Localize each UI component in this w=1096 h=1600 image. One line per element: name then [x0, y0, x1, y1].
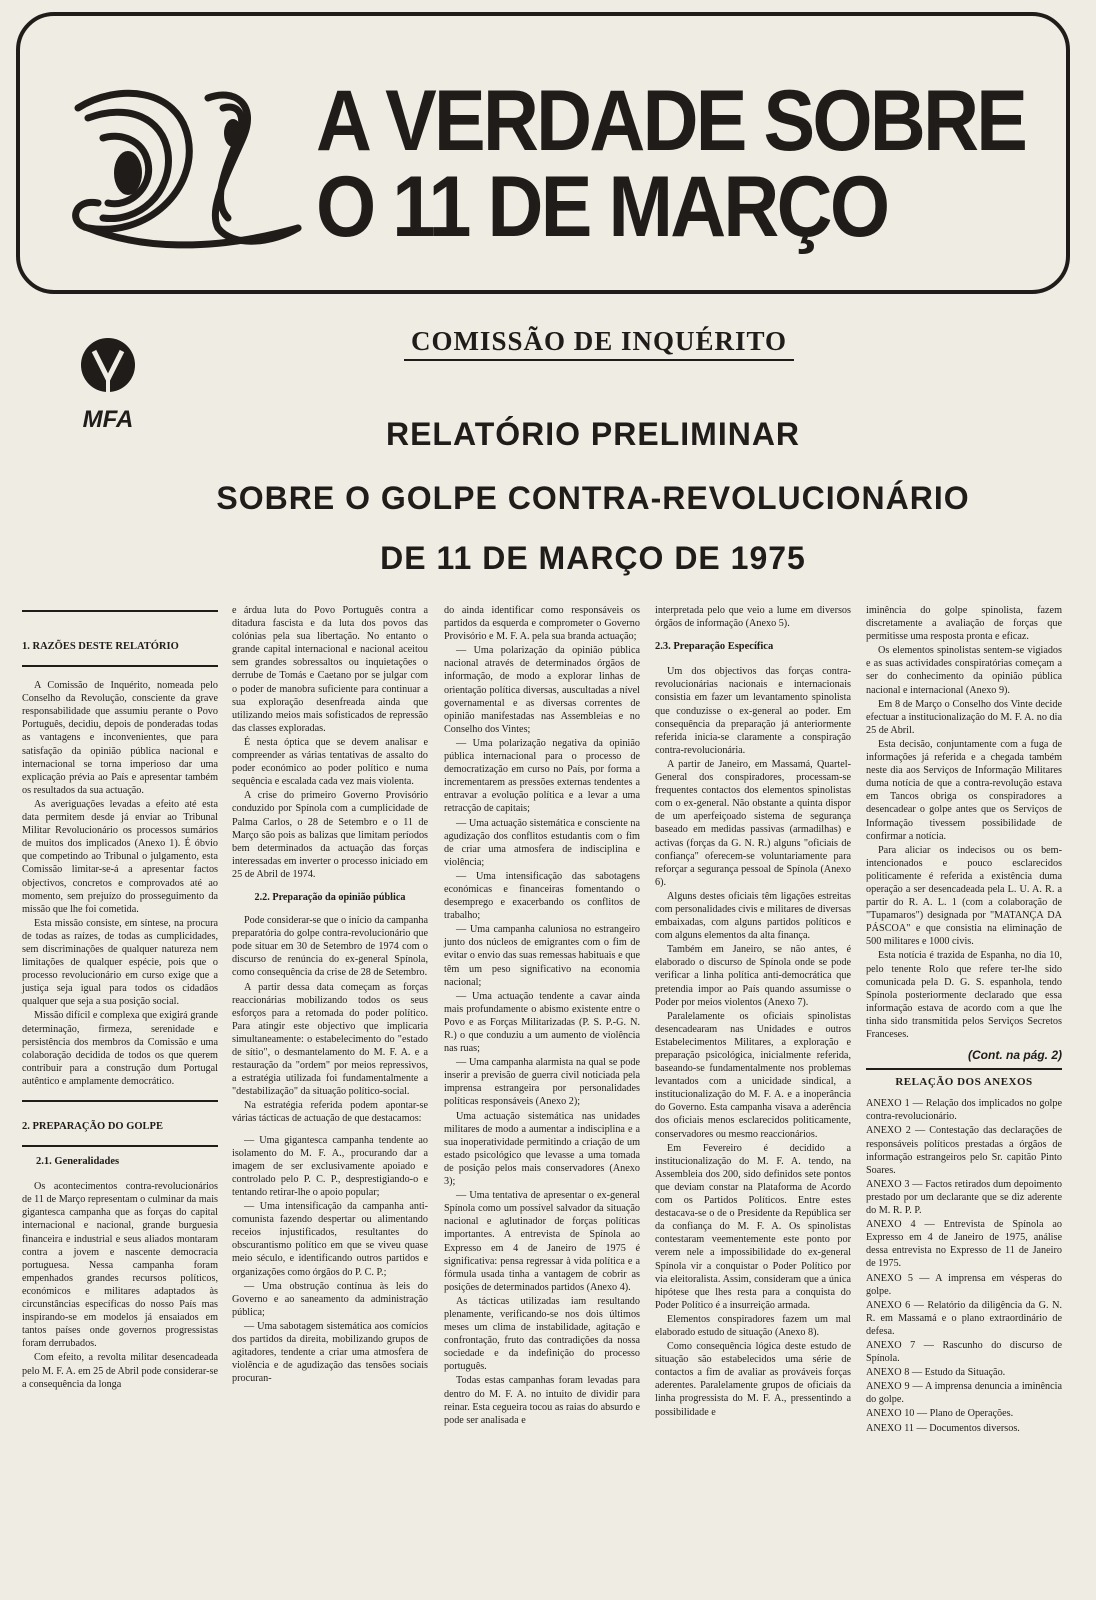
article-column-4 — [655, 604, 851, 1420]
paragraph: — Uma tentativa de apresentar o ex-general Spínola como um possível salvador da situação nacional e aglutinador de forças políticas importantes. A entrevista de Spínola ao Expresso em 4 de Janeiro de 1975 é significativa: pensa regressar à vida política e a fórmula usada tinha a vantagem de cobrir as posições de determinados partidos (Anexo 4). — [444, 1190, 640, 1293]
paragraph: — Uma polarização da opinião pública nacional através de determinados órgãos de informação, de modo a explorar linhas de orientação política diversas, auscultadas a nível governamental e as diversas correntes de opinião manifestadas nas Assembleias e no Conselho dos Vintes; — [444, 645, 640, 735]
paragraph: A crise do primeiro Governo Provisório conduzido por Spínola com a cumplicidade de Palma Carlos, o 28 de Setembro e o 11 de Março são pois as balizas que limitam períodos bem determinados da actuação das forças interessadas em inverter o processo iniciado em 25 de Abril de 1974. — [232, 790, 428, 880]
paragraph: Para aliciar os indecisos ou os bem-intencionados e pouco esclarecidos politicamente é referida a existência duma operação a ser desencadeada pela L. U. A. R. a partir do R. A. L. 1 (com a colaboração de "Tupamaros") designada por "MATANÇA DA PÁSCOA" e que consistia na eliminação de 500 militares e 1000 civis. — [866, 844, 1062, 948]
paragraph: — Uma obstrução contínua às leis do Governo e ao saneamento da administração pública; — [232, 1280, 428, 1318]
paragraph: — Uma campanha alarmista na qual se pode inserir a previsão de guerra civil noticiada pela imprensa estrangeira por personalidades políticas responsáveis (Anexo 2); — [444, 1057, 640, 1108]
paragraph: — Uma intensificação da campanha anti-comunista fazendo despertar ou alimentando receios injustificados, resultantes do obscurantismo político em que se viveu quase meio século, e identificando outros partidos e organizações como órgãos do P. C. P.; — [232, 1201, 428, 1278]
paragraph: — Uma actuação tendente a cavar ainda mais profundamente o abismo existente entre o Povo e as Forças Militarizadas (P. S. P.-G. N. R.) o que conduziu a um aumento de violência nas ruas; — [444, 990, 640, 1055]
annex-item: ANEXO 3 — Factos retirados dum depoimento prestado por um declarante que se diz aderente do M. R. P. P. — [866, 1178, 1062, 1217]
paragraph: Uma actuação sistemática nas unidades militares de modo a aumentar a indisciplina e a sua inoperatividade permitindo a criação de um estado psicológico que levasse a uma tomada de posição pelos mais conservadores (Anexo 3); — [444, 1110, 640, 1188]
paragraph: Como consequência lógica deste estudo de situação são estabelecidos uma série de contactos a fim de avaliar as prováveis forças aderentes. Paralelamente grupos de oficiais da linha progressista do M. F. A., pressentindo a possibilidade e — [655, 1341, 851, 1418]
paragraph: Os acontecimentos contra-revolucionários de 11 de Março representam o culminar da mais gigantesca campanha que as forças do capital internacional e nacional, grande burguesia financeira e industrial e seus aliados montaram contra a jovem e nascente democracia portuguesa. Nessa campanha foram empenhados grandes recursos políticos, económicos e militares adaptados às circunstâncias específicas do nosso País mas inspirando-se em modelos já ensaiados em tantos países onde governos progressistas foram derrubados. — [22, 1181, 218, 1350]
paragraph: Todas estas campanhas foram levadas para dentro do M. F. A. no intuito de dividir para reinar. Esta cegueira tocou as raias do absurdo e pode ser analisada e — [444, 1375, 640, 1426]
paragraph: Missão difícil e complexa que exigirá grande determinação, firmeza, serenidade e persistência dos membros da Comissão e uma colaboração decidida de todos os que querem contribuir para a construção dum Portugal autêntico e amplamente democrático. — [22, 1010, 218, 1087]
paragraph: A partir de Janeiro, em Massamá, Quartel-General dos conspiradores, processam-se frequentes contactos dos elementos spinolistas com o ex-general. Não obstante a quinta dispor de um aperfeiçoado sistema de segurança baseado em medidas passivas (armadilhas) e activas (forças da G. N. R.) alguns "oficiais de confiança" oferecem-se voluntariamente para reforçar a segurança pessoal de Spínola (Anexo 6). — [655, 758, 851, 888]
paragraph: — Uma campanha caluniosa no estrangeiro junto dos núcleos de emigrantes com o fim de evitar o envio das suas remessas habituais e que têm um peso significativo na economia nacional; — [444, 924, 640, 988]
paragraph: Na estratégia referida podem apontar-se várias tácticas de actuação de que destacamos: — [232, 1100, 428, 1125]
title-line-1: RELATÓRIO PRELIMINAR — [385, 416, 801, 452]
article-column-2 — [232, 604, 428, 1386]
mfa-logo-text: MFA — [82, 406, 134, 433]
paragraph: As averiguações levadas a efeito até esta data permitem desde já enviar ao Tribunal Militar Revolucionário os processos sumários de muitos dos implicados (Anexo 1). É óbvio que competindo ao Tribunal o julgamento, esta Comissão limitar-se-á a apresentar factos objectivos, concretos e comprovados até ao momento, sem prejuízo do prosseguimento da missão que lhe foi cometida. — [22, 798, 218, 915]
paragraph: Em 8 de Março o Conselho dos Vinte decide efectuar a institucionalização do M. F. A. no dia 25 de Abril. — [866, 698, 1062, 736]
paragraph: e árdua luta do Povo Português contra a ditadura fascista e da luta dos povos das colónias pela sua libertação. No entanto o grande capital internacional e nacional aceitou sem grandes sobressaltos ou inquietações o derrube de Tomás e Caetano por se julgar com o poder de manobra suficiente para continuar a sua exploração desenfreada ainda que utilizando meios mais sofisticados de repressão das classes exploradas. — [232, 605, 428, 734]
paragraph: A Comissão de Inquérito, nomeada pelo Conselho da Revolução, consciente da grave responsabilidade que assumiu perante o Povo Português, decidiu, depois de ponderadas todas as vantagens e inconvenientes, que para satisfação da opinião pública nacional e internacional se torna imperioso dar uma explicação prévia ao País e apresentar também os resultados da sua actuação. — [22, 680, 218, 796]
annex-item: ANEXO 5 — A imprensa em vésperas do golpe. — [866, 1272, 1062, 1297]
article-column-3 — [444, 604, 640, 1428]
masthead-box — [16, 12, 1070, 294]
annex-item: ANEXO 9 — A imprensa denuncia a iminência do golpe. — [866, 1381, 1062, 1406]
annex-item: ANEXO 7 — Rascunho do discurso de Spínola. — [866, 1339, 1062, 1365]
paragraph: A partir dessa data começam as forças reaccionárias mobilizando todos os seus esforços para a retomada do poder político. Para atingir este objectivo que implicaria simultaneamente: o estabelecimento do "estado de sítio", o desmantelamento do M. F. A. e a restauração da "ordem" por meios repressivos, a estratégia utilizada foi fundamentalmente a "destabilização" da situação político-social. — [232, 981, 428, 1098]
divider — [22, 1100, 218, 1102]
annex-list — [866, 1097, 1062, 1434]
annex-item: ANEXO 6 — Relatório da diligência da G. N. R. em Massamá e o plano extraordinário de defesa. — [866, 1299, 1062, 1337]
annex-item: ANEXO 11 — Documentos diversos. — [866, 1422, 1020, 1434]
paragraph: Pode considerar-se que o início da campanha preparatória do golpe contra-revolucionário que pode situar em 30 de Setembro de 1974 com o discurso de renúncia do ex-general Spínola, como consequência da crise de 28 de Setembro. — [232, 915, 428, 979]
paragraph: interpretada pelo que veio a lume em diversos órgãos de informação (Anexo 5). — [655, 605, 851, 630]
divider — [22, 1145, 218, 1147]
paragraph: Um dos objectivos das forças contra-revolucionárias nacionais e internacionais consistia em fazer um levantamento spinolista que conduzisse o ex-general ao poder. Em consequência da preparação já anteriormente referida inicia-se claramente a conspiração contra-revolucionária. — [655, 666, 851, 756]
paragraph: É nesta óptica que se devem analisar e compreender as várias tentativas de assalto do poder económico ao poder político e numa sequência e escalada cada vez mais violenta. — [232, 736, 428, 788]
section-heading: 2. PREPARAÇÃO DO GOLPE — [22, 1121, 163, 1132]
section-heading: 1. RAZÕES DESTE RELATÓRIO — [22, 641, 179, 652]
annex-item: ANEXO 8 — Estudo da Situação. — [866, 1367, 1006, 1379]
annex-list-title: RELAÇÃO DOS ANEXOS — [895, 1076, 1033, 1089]
divider — [22, 665, 218, 667]
paragraph: — Uma actuação sistemática e consciente na agudização dos conflitos estudantis com o fim de criar uma atmosfera de indisciplina e violência; — [444, 817, 640, 868]
headline-line-2: O 11 DE MARÇO — [316, 159, 888, 255]
paragraph: Os elementos spinolistas sentem-se vigiados e as suas actividades conspiratórias começam a ser do conhecimento da opinião pública nacional e internacional (Anexo 9). — [866, 645, 1062, 696]
article-column-1 — [22, 604, 218, 1392]
subsection-heading: 2.3. Preparação Específica — [655, 641, 774, 653]
paragraph: Elementos conspiradores fazem um mal elaborado estudo de situação (Anexo 8). — [655, 1313, 851, 1338]
annex-item: ANEXO 10 — Plano de Operações. — [866, 1408, 1014, 1420]
subsection-heading: 2.1. Generalidades — [36, 1156, 120, 1168]
paragraph: As tácticas utilizadas iam resultando plenamente, verificando-se nos dois últimos meses um clima de instabilidade, agitação e confrontação, fruto das contradições da nossa sociedade e da indefinição do processo português. — [444, 1295, 640, 1373]
paragraph: — Uma gigantesca campanha tendente ao isolamento do M. F. A., procurando dar a imagem de ser exclusivamente apoiado e controlado pelo P. C. P., desprestigiando-o e tentando retirar-lhe o apoio popular; — [232, 1134, 428, 1198]
annex-item: ANEXO 1 — Relação dos implicados no golpe contra-revolucionário. — [866, 1098, 1062, 1123]
continued-note: (Cont. na pág. 2) — [968, 1048, 1062, 1063]
headline — [316, 73, 1026, 255]
paragraph: — Uma sabotagem sistemática aos comícios dos partidos da direita, mobilizando grupos de agitadores, tendente a criar uma atmosfera de violência e de agudização das tensões sociais procuran- — [232, 1320, 428, 1385]
paragraph: Também em Janeiro, se não antes, é elaborado o discurso de Spínola onde se pode verificar a linha política anti-democrática que pretendia impor ao País quando assumisse o Poder por meios violentos (Anexo 7). — [655, 944, 851, 1008]
paragraph: Esta decisão, conjuntamente com a fuga de informações já referida e a chegada também neste dia aos Serviços de Informação Militares duma notícia de que a contra-revolução estava em Tancos obriga os conspiradores a desencadear o golpe antes que os Serviços de Informação tivessem possibilidade de confirmar a notícia. — [866, 738, 1062, 842]
commission-heading: COMISSÃO DE INQUÉRITO — [404, 326, 794, 361]
paragraph: Com efeito, a revolta militar desencadeada pelo M. F. A. em 25 de Abril pode considerar-se a consequência da longa — [22, 1352, 218, 1390]
subsection-heading: 2.2. Preparação da opinião pública — [254, 891, 406, 903]
annex-item: ANEXO 2 — Contestação das declarações de responsáveis políticos prestadas a órgãos de informação estrangeiros pelo Sr. capitão Pinto Soares. — [866, 1125, 1062, 1176]
article-column-5 — [866, 604, 1062, 1436]
divider — [866, 1068, 1062, 1070]
dl-logo-icon — [58, 78, 308, 258]
paragraph: Esta missão consiste, em síntese, na procura de todas as raízes, de todas as cumplicidades, sem discriminações de qualquer natureza nem limitações de qualquer espécie, pois que o processo revolucionário em curso exige que a justiça seja igual para todos os cidadãos qualquer que seja a sua posição social. — [22, 917, 218, 1008]
paragraph: iminência do golpe spinolista, fazem discretamente a avaliação de forças que permitisse uma resposta pronta e eficaz. — [866, 605, 1062, 643]
headline-line-1: A VERDADE SOBRE — [316, 73, 1026, 169]
title-line-2: SOBRE O GOLPE CONTRA-REVOLUCIONÁRIO — [216, 480, 970, 516]
paragraph: Paralelamente os oficiais spinolistas desencadearam nas Unidades e outros Estabelecimentos Militares, a exploração e preparação psicológica, inicialmente referida, baseando-se fundamentalmente nos problemas levantados com a unicidade sindical, a institucionalização do M. F. A. e a inoperância do Governo. Esta campanha visava a aderência dos oficiais menos esclarecidos politicamente, conservadores ou mesmo reaccionários. — [655, 1010, 851, 1140]
paragraph: — Uma intensificação das sabotagens económicas e financeiras fomentando o desemprego e exacerbando os conflitos de trabalho; — [444, 870, 640, 922]
paragraph: Alguns destes oficiais têm ligações estreitas com personalidades civis e militares de diversas embaixadas, com alguns partidos políticos e com alguns elementos da alta finança. — [655, 890, 851, 942]
title-line-3: DE 11 DE MARÇO DE 1975 — [380, 540, 806, 576]
paragraph: Esta notícia é trazida de Espanha, no dia 10, pelo tenente Rolo que refere ter-lhe sido comunicada pela D. G. S. espanhola, tendo Spínola posteriormente declarado que essa informação estava de acordo com a que lhe tinha sido transmitida pelos Serviços Secretos Franceses. — [866, 950, 1062, 1040]
divider — [22, 610, 218, 612]
paragraph: Em Fevereiro é decidido a institucionalização do M. F. A. tendo, na Assembleia dos 200, sido definidos sete pontos que deviam constar na Plataforma de Acordo com os Partidos Políticos. Entre estes destacava-se o de o Presidente da República ser da confiança do M. F. A. Os spinolistas contestaram veementemente este ponto por verem nele a impossibilidade do ex-general Spínola vir a conquistar o Poder Político por via eleitoralista. Assim, consideram que a única hipótese que lhes resta para a conquista do Poder Político é a insurreição armada. — [655, 1142, 851, 1311]
paragraph: — Uma polarização negativa da opinião pública internacional para o processo de democratização em curso no País, por forma a incrementarem as pressões externas tendentes a entravar a evolução política e a levar a uma retracção de capitais; — [444, 737, 640, 815]
annex-item: ANEXO 4 — Entrevista de Spínola ao Expresso em 4 de Janeiro de 1975, análise dessa entrevista no Expresso de 11 de Janeiro de 1975. — [866, 1219, 1062, 1270]
paragraph: do ainda identificar como responsáveis os partidos da esquerda e comprometer o Governo Provisório e M. F. A. pela sua branda actuação; — [444, 605, 640, 643]
